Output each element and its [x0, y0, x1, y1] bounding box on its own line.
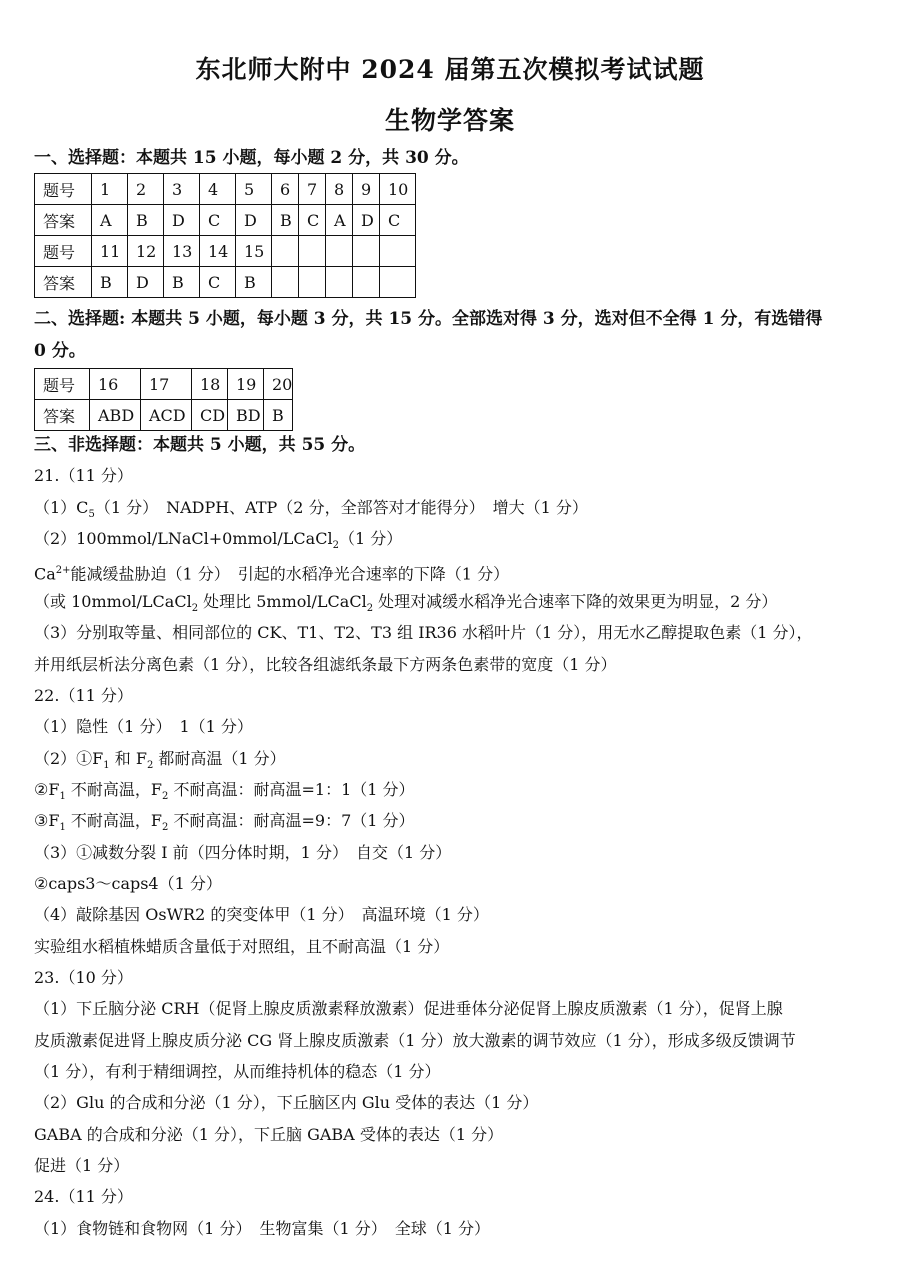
table-cell: B: [236, 267, 272, 298]
q22-line-3: [34, 779, 415, 808]
table-row: [35, 369, 293, 400]
q23-line-1: （1）下丘脑分泌 CRH（促肾上腺皮质激素释放激素）促进垂体分泌促肾上腺皮质激素（1 分），促肾上腺: [34, 999, 783, 1018]
table-row: [35, 400, 293, 431]
section1-answer-table: [34, 173, 416, 298]
text-run: （或 10mmol/LCaCl: [34, 592, 192, 611]
text-run: 不耐高温，F: [65, 811, 163, 830]
table-cell: [299, 236, 326, 267]
table-cell: B: [128, 205, 164, 236]
subscript: 2: [146, 760, 154, 772]
table-cell: 题号: [35, 236, 92, 267]
table-cell: 18: [192, 369, 228, 400]
q22-line-4: [34, 810, 415, 839]
text-run: （1）C: [34, 498, 89, 517]
table-cell: 10: [380, 174, 416, 205]
table-cell: 8: [326, 174, 353, 205]
superscript: 2+: [55, 565, 71, 576]
text-run: （1 分） NADPH、ATP（2 分，全部答对才能得分） 增大（1 分）: [94, 498, 588, 517]
table-cell: B: [264, 400, 293, 431]
text-run: 都耐高温（1 分）: [153, 749, 286, 768]
table-cell: 9: [353, 174, 380, 205]
table-cell: 题号: [35, 174, 92, 205]
table-cell: 7: [299, 174, 326, 205]
table-cell: [353, 267, 380, 298]
q22-line-1: （1）隐性（1 分） 1（1 分）: [34, 717, 253, 736]
subscript: 2: [332, 540, 339, 552]
table-cell: D: [236, 205, 272, 236]
table-row: [35, 267, 416, 298]
table-cell: B: [272, 205, 299, 236]
table-cell: 16: [90, 369, 141, 400]
q22-line-8: 实验组水稻植株蜡质含量低于对照组，且不耐高温（1 分）: [34, 937, 450, 956]
table-cell: [380, 267, 416, 298]
section2-heading-cont: 0 分。: [34, 341, 86, 361]
table-cell: 题号: [35, 369, 90, 400]
subscript: 2: [162, 791, 169, 803]
table-cell: 17: [141, 369, 192, 400]
page-subtitle: 生物学答案: [384, 106, 515, 135]
q22-line-5: （3）①减数分裂 I 前（四分体时期，1 分） 自交（1 分）: [34, 843, 452, 862]
section2-heading: 二、选择题: 本题共 5 小题，每小题 3 分，共 15 分。全部选对得 3 分，选对但不全得 1 分，有选错得: [34, 309, 823, 329]
q23-line-3: （1 分），有利于精细调控，从而维持机体的稳态（1 分）: [34, 1062, 441, 1081]
table-cell: 答案: [35, 267, 92, 298]
text-run: 能减缓盐胁迫（1 分） 引起的水稻净光合速率的下降（1 分）: [70, 564, 510, 584]
table-row: [35, 236, 416, 267]
table-cell: ACD: [141, 400, 192, 431]
subscript: 1: [103, 760, 110, 772]
table-cell: A: [92, 205, 128, 236]
q21-line-2: [34, 528, 402, 557]
table-cell: 20: [264, 369, 293, 400]
q22-line-6: ②caps3～caps4（1 分）: [34, 874, 222, 893]
text-run: 不耐高温：耐高温=1：1（1 分）: [168, 780, 415, 799]
table-cell: [326, 267, 353, 298]
table-cell: [299, 267, 326, 298]
q22-line-2: [34, 748, 286, 777]
table-cell: 答案: [35, 205, 92, 236]
table-cell: C: [380, 205, 416, 236]
q21-line-5: （3）分别取等量、相同部位的 CK、T1、T2、T3 组 IR36 水稻叶片（1 分），用无水乙醇提取色素（1 分），: [34, 623, 813, 642]
table-cell: BD: [228, 400, 264, 431]
table-row: [35, 205, 416, 236]
subscript: 1: [59, 791, 66, 803]
subscript: 2: [162, 822, 169, 834]
q23-header: 23.（10 分）: [34, 968, 133, 987]
section3-heading: 三、非选择题：本题共 5 小题，共 55 分。: [34, 435, 366, 455]
text-run: 处理对减缓水稻净光合速率下降的效果更为明显，2 分）: [373, 592, 778, 611]
text-run: ③F: [34, 811, 60, 830]
text-run: （2）100mmol/LNaCl+0mmol/LCaCl: [34, 529, 333, 548]
table-cell: CD: [192, 400, 228, 431]
table-cell: A: [326, 205, 353, 236]
section1-heading: 一、选择题：本题共 15 小题，每小题 2 分，共 30 分。: [34, 148, 469, 168]
text-run: 不耐高温，F: [65, 780, 163, 799]
table-cell: 2: [128, 174, 164, 205]
text-run: （1 分）: [338, 529, 403, 548]
table-cell: 1: [92, 174, 128, 205]
table-cell: C: [299, 205, 326, 236]
section2-answer-table: [34, 368, 293, 431]
table-cell: 3: [164, 174, 200, 205]
text-run: ②F: [34, 780, 60, 799]
table-cell: C: [200, 267, 236, 298]
table-row: [35, 174, 416, 205]
table-cell: 12: [128, 236, 164, 267]
q21-line-1: [34, 497, 588, 526]
subscript: 5: [88, 509, 95, 521]
subscript: 2: [191, 603, 199, 615]
table-cell: D: [353, 205, 380, 236]
subscript: 2: [366, 603, 374, 615]
q21-line-4: [34, 591, 777, 620]
q23-line-4: （2）Glu 的合成和分泌（1 分），下丘脑区内 Glu 受体的表达（1 分）: [34, 1093, 539, 1112]
table-cell: B: [164, 267, 200, 298]
table-cell: 13: [164, 236, 200, 267]
q24-line-1: （1）食物链和食物网（1 分） 生物富集（1 分） 全球（1 分）: [34, 1219, 490, 1238]
table-cell: 6: [272, 174, 299, 205]
q22-header: 22.（11 分）: [34, 686, 133, 705]
q22-line-7: （4）敲除基因 OsWR2 的突变体甲（1 分） 高温环境（1 分）: [34, 905, 489, 924]
table-cell: [326, 236, 353, 267]
table-cell: C: [200, 205, 236, 236]
text-run: Ca: [34, 564, 56, 584]
table-cell: D: [128, 267, 164, 298]
table-cell: 15: [236, 236, 272, 267]
table-cell: 11: [92, 236, 128, 267]
q21-line-6: 并用纸层析法分离色素（1 分），比较各组滤纸条最下方两条色素带的宽度（1 分）: [34, 655, 617, 674]
q23-line-2: 皮质激素促进肾上腺皮质分泌 CG 肾上腺皮质激素（1 分）放大激素的调节效应（1 分），形成多级反馈调节: [34, 1031, 796, 1050]
text-run: （2）①F: [34, 749, 104, 768]
table-cell: B: [92, 267, 128, 298]
q21-header: 21.（11 分）: [34, 466, 133, 485]
table-cell: 答案: [35, 400, 90, 431]
page-title: 东北师大附中 2024 届第五次模拟考试试题: [195, 55, 705, 84]
table-cell: 19: [228, 369, 264, 400]
table-cell: D: [164, 205, 200, 236]
q24-header: 24.（11 分）: [34, 1187, 133, 1206]
subscript: 1: [59, 822, 66, 834]
q23-line-6: 促进（1 分）: [34, 1156, 130, 1175]
text-run: 和 F: [109, 749, 147, 768]
table-cell: [380, 236, 416, 267]
table-cell: 4: [200, 174, 236, 205]
table-cell: [272, 267, 299, 298]
table-cell: ABD: [90, 400, 141, 431]
text-run: 不耐高温：耐高温=9：7（1 分）: [168, 811, 415, 830]
table-cell: 14: [200, 236, 236, 267]
table-cell: [272, 236, 299, 267]
q23-line-5: GABA 的合成和分泌（1 分），下丘脑 GABA 受体的表达（1 分）: [34, 1125, 504, 1144]
table-cell: [353, 236, 380, 267]
text-run: 处理比 5mmol/LCaCl: [198, 592, 367, 611]
table-cell: 5: [236, 174, 272, 205]
q21-line-3: [34, 560, 509, 585]
